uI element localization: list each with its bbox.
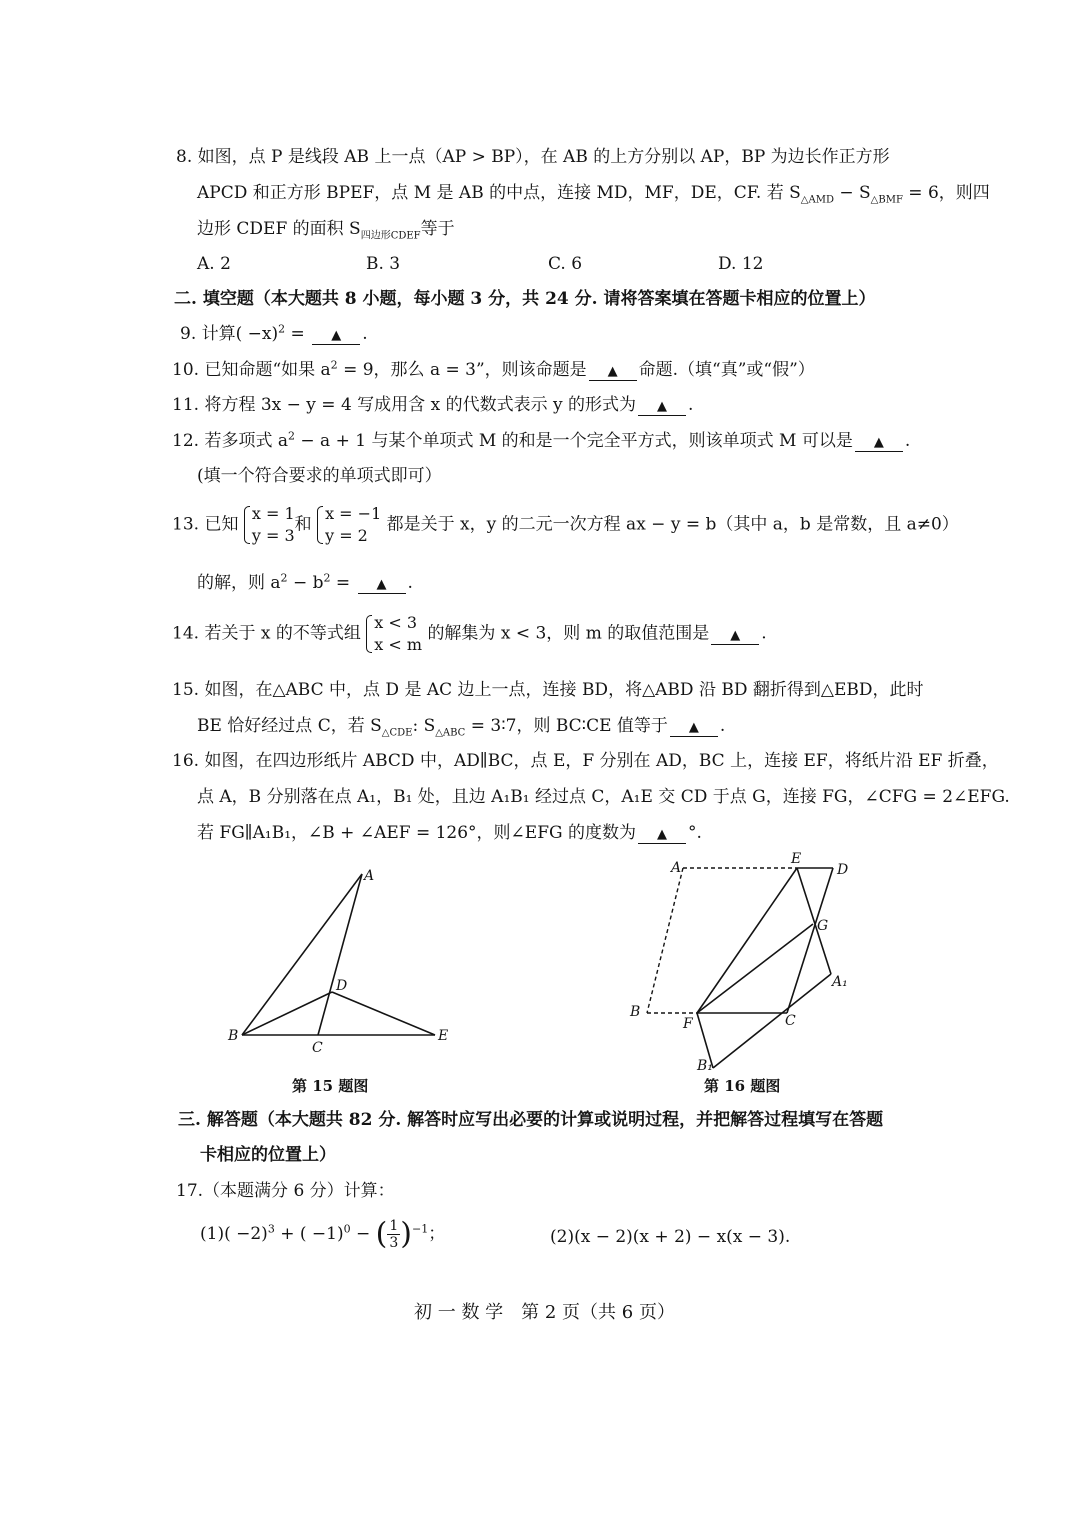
fig15-edge-bd: [242, 992, 332, 1035]
figure-15-caption: 第 15 题图: [292, 1077, 369, 1095]
section-3-heading-line-1: 三. 解答题（本大题共 82 分. 解答时应写出必要的计算或说明过程，并把解答过程填写在答题: [178, 1110, 884, 1130]
q13-system-2: [317, 503, 381, 547]
q15-sub1: △CDE: [381, 727, 413, 739]
q8-line-3a: 边形 CDEF 的面积 S: [197, 219, 361, 239]
q10-c: 命题.（填“真”或“假”）: [638, 360, 815, 380]
fig16-label-d: D: [837, 862, 849, 878]
q13-answer-blank: ▲: [358, 577, 406, 594]
q16-answer-blank: ▲: [638, 827, 686, 844]
q13: [172, 503, 959, 547]
q14: [172, 612, 767, 656]
q13-a: 13. 已知: [172, 514, 239, 535]
q10-b: = 9，那么 a = 3”，则该命题是: [337, 360, 587, 380]
q13-sys2-eq2: y = 2: [325, 526, 368, 545]
q15-l2b: : S: [412, 716, 436, 736]
q17-fraction: [387, 1218, 400, 1251]
q9-sup: 2: [278, 322, 286, 336]
q16-line-1: 16. 如图，在四边形纸片 ABCD 中，AD∥BC，点 E，F 分别在 AD，BC 上，连接 EF，将纸片沿 EF 折叠，: [172, 751, 999, 771]
q13-l2a: 的解，则 a: [197, 573, 281, 593]
q13-sup1: 2: [280, 571, 288, 585]
q16-l3b: °.: [687, 823, 702, 843]
q15-sub2: △ABC: [435, 727, 466, 739]
q8-sub-bmf: △BMF: [870, 194, 903, 206]
q15-answer-blank: ▲: [670, 720, 718, 737]
q14-system: [366, 612, 422, 656]
q17-p1d: ；: [428, 1224, 446, 1244]
q12: [172, 429, 911, 452]
q17-heading: 17.（本题满分 6 分）计算：: [176, 1181, 395, 1201]
q14-c: .: [761, 623, 767, 644]
q17-frac-den: 3: [389, 1235, 399, 1251]
fig16-edge-ef: [697, 868, 797, 1013]
q8-line-2a: APCD 和正方形 BPEF，点 M 是 AB 的中点，连接 MD，MF，DE，CF. 若 S: [197, 183, 801, 203]
section-2-heading: 二. 填空题（本大题共 8 小题，每小题 3 分，共 24 分. 请将答案填在答题卡相应的位置上）: [174, 289, 876, 309]
section-3-heading-line-2: 卡相应的位置上）: [200, 1145, 336, 1165]
fig16-label-f: F: [683, 1016, 693, 1032]
q11-a: 11. 将方程 3x − y = 4 写成用含 x 的代数式表示 y 的形式为: [172, 395, 636, 415]
q14-b: 的解集为 x < 3，则 m 的取值范围是: [427, 623, 710, 644]
fig16-label-b1: B₁: [697, 1058, 713, 1074]
q13-b: 都是关于 x，y 的二元一次方程 ax − y = b（其中 a，b 是常数，且 a≠0）: [386, 514, 959, 535]
q13-l2d: .: [407, 573, 413, 593]
q13-mid: 和: [294, 514, 312, 535]
q13-line-2: [197, 571, 413, 594]
fig16-label-a1: A₁: [832, 974, 848, 990]
fig16-label-a: A: [671, 860, 682, 876]
q12-sup: 2: [287, 429, 295, 443]
q17-p1-sup3: −1: [412, 1222, 429, 1236]
q8-line-2b: − S: [833, 183, 871, 203]
q17-p1-sup2: 0: [343, 1222, 351, 1236]
q13-l2b: − b: [287, 573, 324, 593]
q10-answer-blank: ▲: [589, 364, 637, 381]
q17-part-2: (2)(x − 2)(x + 2) − x(x − 3).: [550, 1227, 791, 1247]
q9-a: 9. 计算( −x): [180, 324, 279, 344]
q15-l2a: BE 恰好经过点 C，若 S: [197, 716, 382, 736]
q9-b: =: [285, 324, 311, 344]
fig15-edge-de: [332, 992, 435, 1035]
q8-choice-c: C. 6: [548, 254, 583, 274]
q17-p1b: + ( −1): [274, 1224, 344, 1244]
q9-answer-blank: ▲: [312, 328, 360, 345]
q16-line-3: [197, 825, 702, 844]
q15-line-2: [197, 718, 725, 737]
q14-a: 14. 若关于 x 的不等式组: [172, 623, 361, 644]
q8-line-1: 8. 如图，点 P 是线段 AB 上一点（AP > BP），在 AB 的上方分别以 AP，BP 为边长作正方形: [176, 147, 890, 167]
fig15-label-c: C: [312, 1040, 323, 1056]
q10-a: 10. 已知命题“如果 a: [172, 360, 331, 380]
q8-choice-a: A. 2: [197, 254, 231, 274]
q8-line-2: [197, 183, 990, 206]
fig15-label-b: B: [228, 1028, 239, 1044]
page-footer: 初 一 数 学 第 2 页（共 6 页）: [414, 1302, 675, 1323]
fig16-label-b: B: [630, 1004, 641, 1020]
figure-15: [220, 860, 470, 1060]
q8-line-3b: 等于: [420, 219, 455, 239]
q15-line-1: 15. 如图，在△ABC 中，点 D 是 AC 边上一点，连接 BD，将△ABD 沿 BD 翻折得到△EBD，此时: [172, 680, 924, 700]
q14-sys-eq2: x < m: [374, 635, 423, 654]
q11-answer-blank: ▲: [638, 399, 686, 416]
q15-l2d: .: [719, 716, 726, 736]
fig15-edge-ac: [318, 874, 362, 1035]
q12-c: .: [904, 431, 911, 451]
q8-sub-cdef: 四边形CDEF: [360, 230, 421, 242]
q10-sup: 2: [330, 358, 338, 372]
q8-sub-amd: △AMD: [800, 194, 834, 206]
q17-p1-sup1: 3: [267, 1222, 275, 1236]
q12-b: − a + 1 与某个单项式 M 的和是一个完全平方式，则该单项式 M 可以是: [294, 431, 853, 451]
q17-p1a: (1)( −2): [200, 1224, 268, 1244]
fig16-edge-fg: [697, 924, 813, 1013]
q8-line-2c: = 6，则四: [902, 183, 990, 203]
q8-line-3: [197, 219, 455, 242]
q13-sys2-eq1: x = −1: [325, 504, 382, 523]
q13-system-1: [244, 503, 295, 547]
fig15-label-e: E: [438, 1028, 449, 1044]
q8-choice-b: B. 3: [366, 254, 401, 274]
q13-sys1-eq1: x = 1: [251, 504, 295, 523]
q12-answer-blank: ▲: [855, 435, 903, 452]
fig15-edge-ba: [242, 874, 362, 1035]
q11: [172, 397, 693, 416]
fig16-label-e: E: [791, 851, 802, 867]
q15-l2c: = 3∶7，则 BC∶CE 值等于: [465, 716, 668, 736]
q11-c: .: [687, 395, 694, 415]
q9: [180, 322, 368, 345]
q9-c: .: [362, 324, 368, 344]
figure-16: [625, 848, 860, 1080]
q8-choice-d: D. 12: [718, 254, 764, 274]
fig15-label-a: A: [364, 868, 375, 884]
q12-line-2: (填一个符合要求的单项式即可）: [197, 466, 442, 486]
q10: [172, 358, 815, 381]
fig16-fold-ab: [647, 868, 683, 1013]
figure-16-caption: 第 16 题图: [704, 1077, 781, 1095]
q17-frac-num: 1: [389, 1218, 399, 1234]
q17-p1c: −: [350, 1224, 376, 1244]
q12-a: 12. 若多项式 a: [172, 431, 288, 451]
fig16-label-c: C: [785, 1013, 796, 1029]
q13-l2c: =: [330, 573, 356, 593]
q16-l3a: 若 FG∥A₁B₁，∠B + ∠AEF = 126°，则∠EFG 的度数为: [197, 823, 636, 843]
q13-sup2: 2: [323, 571, 331, 585]
q13-sys1-eq2: y = 3: [251, 526, 295, 545]
q16-line-2: 点 A，B 分别落在点 A₁，B₁ 处，且边 A₁B₁ 经过点 C，A₁E 交 CD 于点 G，连接 FG，∠CFG = 2∠EFG.: [197, 787, 1010, 807]
q17-right-paren: ): [400, 1216, 413, 1252]
q14-sys-eq1: x < 3: [374, 613, 418, 632]
q17-part-1: [200, 1218, 445, 1251]
q14-answer-blank: ▲: [711, 628, 759, 645]
fig15-label-d: D: [336, 978, 348, 994]
q17-left-paren: (: [375, 1216, 388, 1252]
fig16-label-g: G: [817, 918, 829, 934]
